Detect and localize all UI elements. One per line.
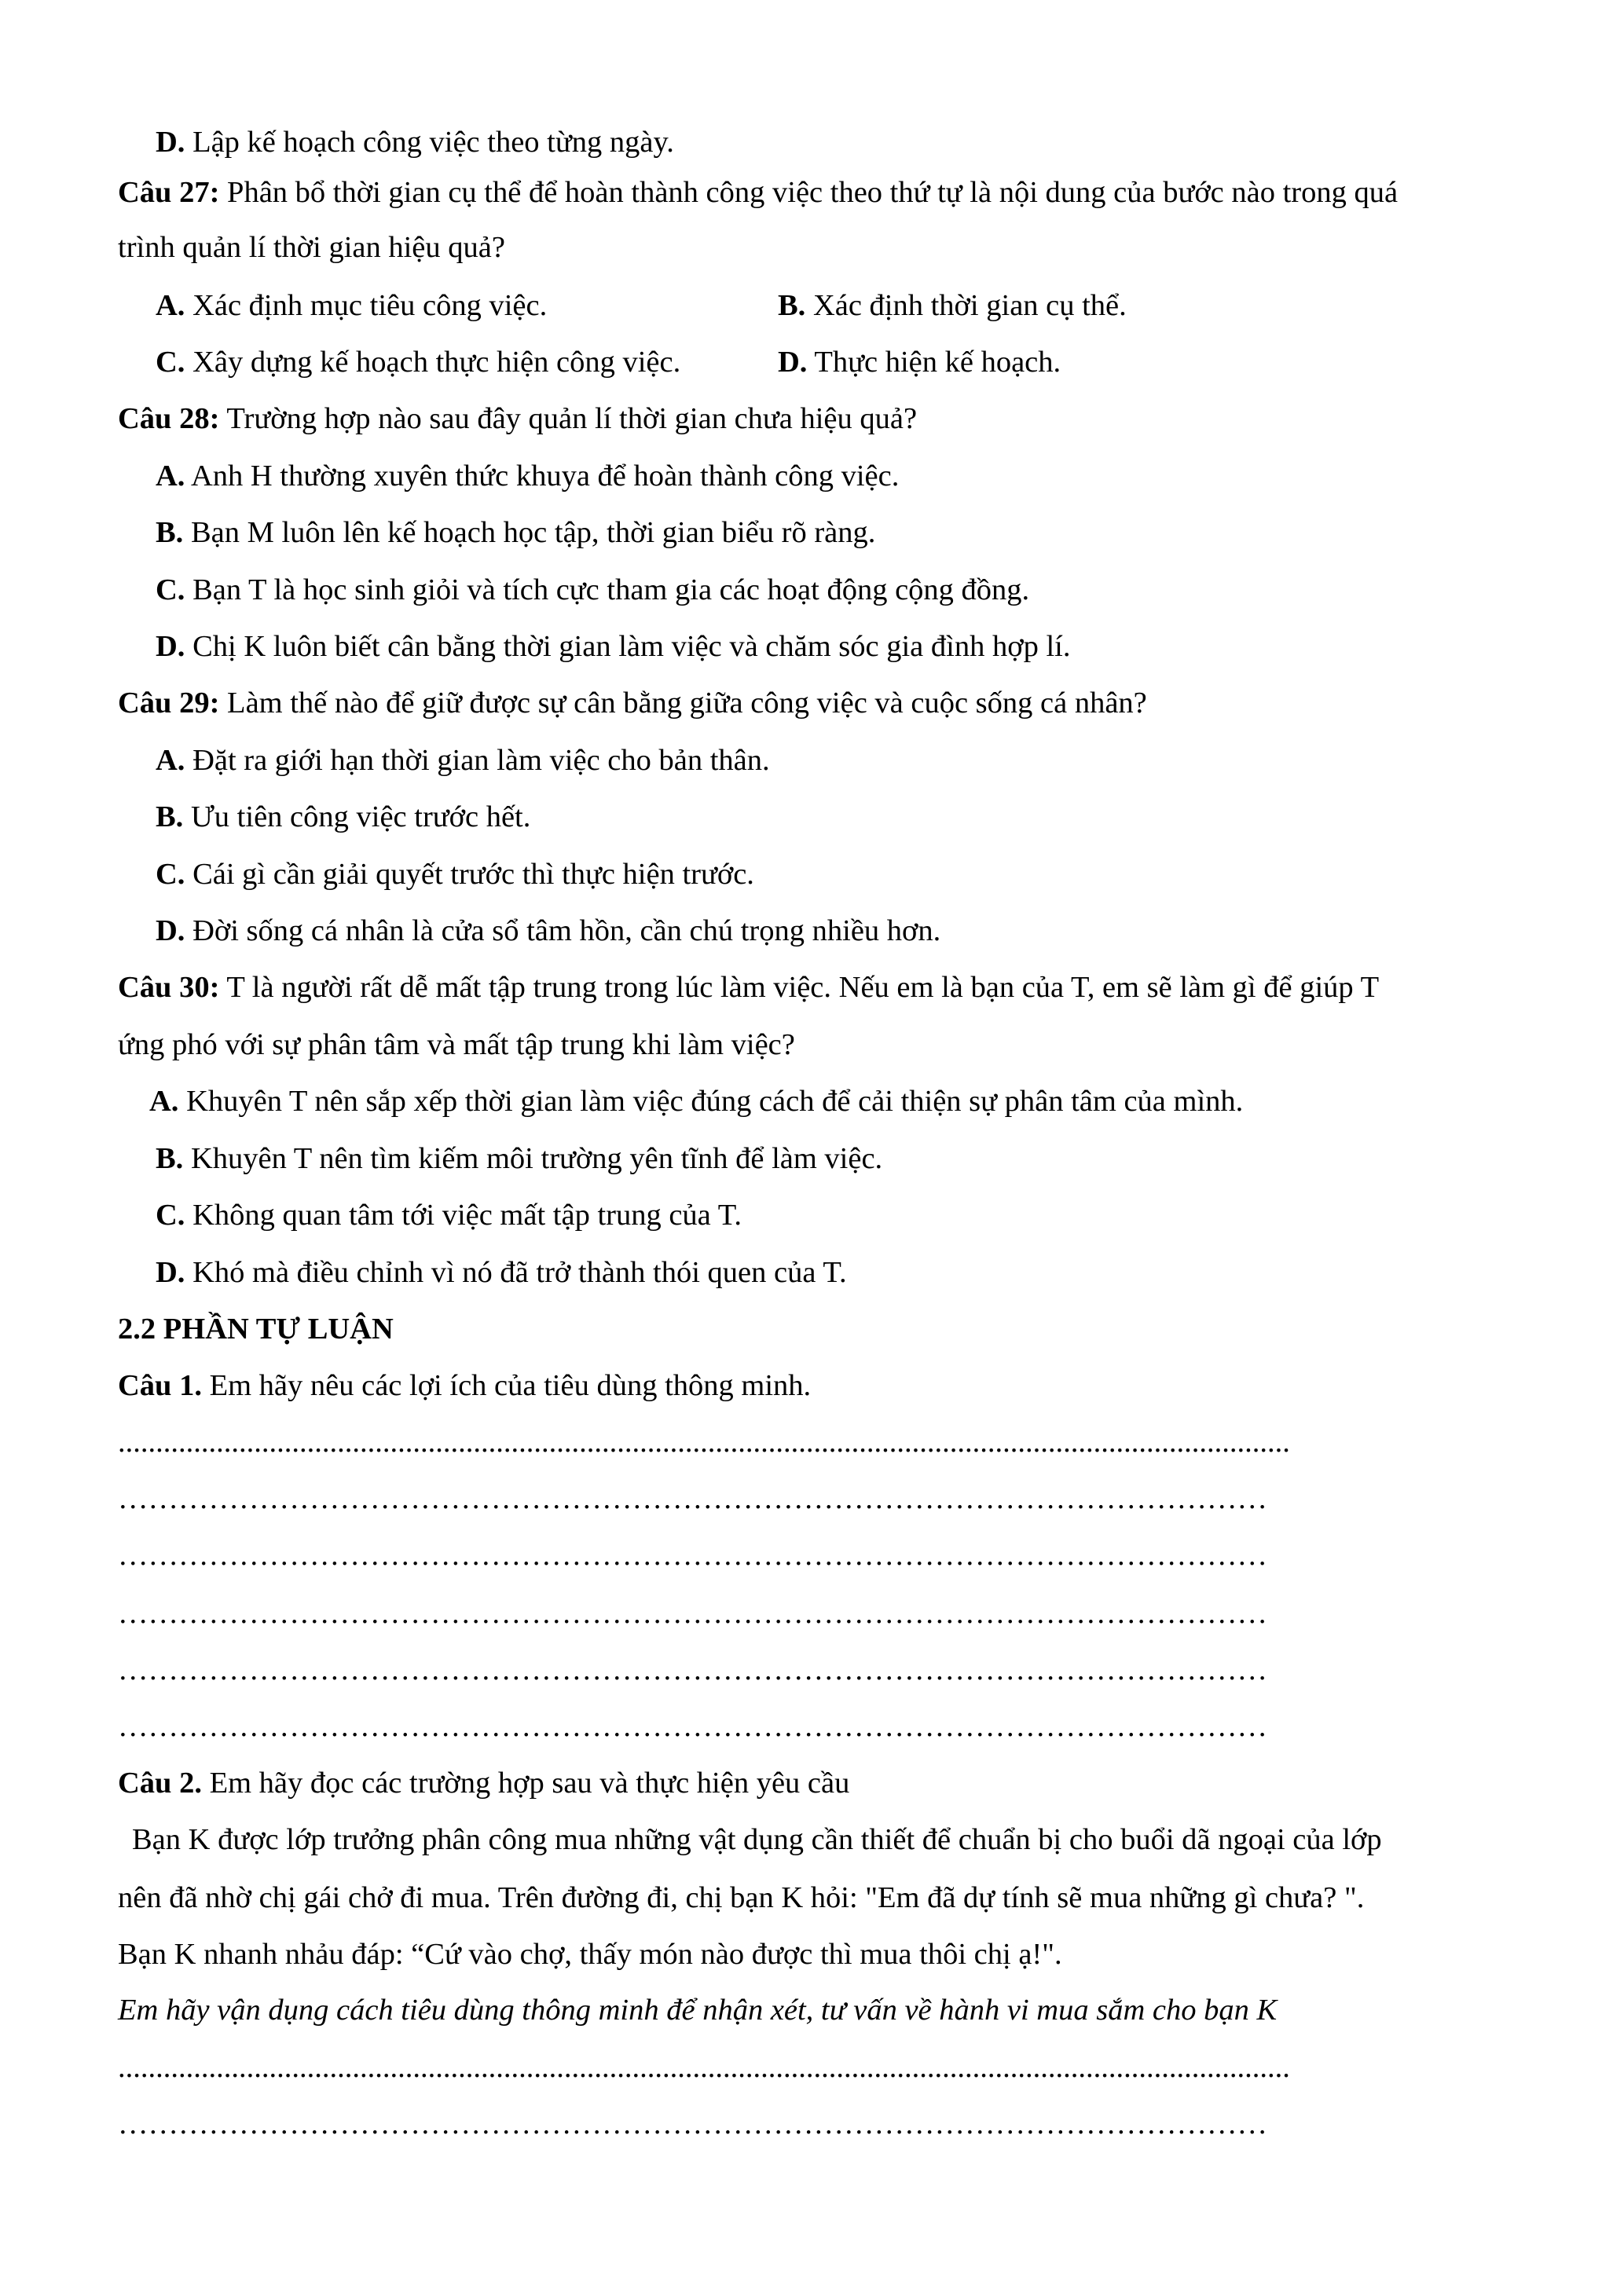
option-text: Thực hiện kế hoạch. xyxy=(814,346,1061,379)
q29-option-d xyxy=(156,912,940,950)
q30-option-a xyxy=(149,1082,1243,1120)
option-text: Xác định mục tiêu công việc. xyxy=(192,289,548,322)
answer-line[interactable]: …………………………………………………………………………………………………… xyxy=(118,1482,1267,1515)
q30-option-b xyxy=(156,1140,882,1177)
q27-option-d xyxy=(778,343,1061,381)
option-text: Chị K luôn biết cân bằng thời gian làm việc và chăm sóc gia đình hợp lí. xyxy=(192,630,1071,663)
option-label: D. xyxy=(156,1256,185,1289)
answer-line[interactable]: …………………………………………………………………………………………………… xyxy=(118,2107,1267,2140)
question-text: Làm thế nào để giữ được sự cân bằng giữa công việc và cuộc sống cá nhân? xyxy=(227,687,1147,720)
question-label: Câu 27: xyxy=(118,176,220,209)
option-label: A. xyxy=(156,744,185,777)
option-label: B. xyxy=(156,1142,184,1175)
option-text: Ưu tiên công việc trước hết. xyxy=(190,800,531,833)
essay-question-1 xyxy=(118,1367,811,1404)
question-27 xyxy=(118,174,1398,211)
q29-option-c xyxy=(156,855,754,893)
q27-option-c xyxy=(156,343,680,381)
question-text: T là người rất dễ mất tập trung trong lúc làm việc. Nếu em là bạn của T, em sẽ làm gì để giúp T xyxy=(226,971,1380,1004)
option-text: Bạn M luôn lên kế hoạch học tập, thời gian biểu rõ ràng. xyxy=(190,516,876,549)
question-label: Câu 29: xyxy=(118,687,220,720)
option-label: B. xyxy=(778,289,806,322)
option-text: Anh H thường xuyên thức khuya để hoàn thành công việc. xyxy=(190,460,900,493)
section-heading xyxy=(118,1310,394,1348)
option-label: C. xyxy=(156,346,185,379)
q27-option-a xyxy=(156,287,547,324)
section-title: 2.2 PHẦN TỰ LUẬN xyxy=(118,1313,394,1346)
option-text: Đời sống cá nhân là cửa sổ tâm hồn, cần chú trọng nhiều hơn. xyxy=(192,914,941,947)
option-label: C. xyxy=(156,858,185,891)
q28-option-a xyxy=(156,457,899,495)
q28-option-c xyxy=(156,571,1029,609)
option-text: Khuyên T nên sắp xếp thời gian làm việc đúng cách để cải thiện sự phân tâm của mình. xyxy=(186,1085,1244,1118)
q30-option-d xyxy=(156,1254,847,1291)
option-text: Xây dựng kế hoạch thực hiện công việc. xyxy=(192,346,681,379)
option-label: B. xyxy=(156,516,184,549)
q29-option-b xyxy=(156,798,530,836)
question-label: Câu 2. xyxy=(118,1767,202,1800)
option-text: Khuyên T nên tìm kiếm môi trường yên tĩnh để làm việc. xyxy=(190,1142,883,1175)
option-label: C. xyxy=(156,573,185,606)
task-instruction: Em hãy vận dụng cách tiêu dùng thông minh để nhận xét, tư vấn về hành vi mua sắm cho bạn K xyxy=(118,1994,1278,2027)
option-text: Bạn T là học sinh giỏi và tích cực tham gia các hoạt động cộng đồng. xyxy=(192,573,1030,606)
question-text: ứng phó với sự phân tâm và mất tập trung khi làm việc? xyxy=(118,1028,795,1061)
option-label: D. xyxy=(156,914,185,947)
scenario-paragraph-line-2: nên đã nhờ chị gái chở đi mua. Trên đường đi, chị bạn K hỏi: "Em đã dự tính sẽ mua những gì chưa? ". xyxy=(118,1881,1365,1914)
question-28 xyxy=(118,400,917,438)
scenario-paragraph-line-3: Bạn K nhanh nhảu đáp: “Cứ vào chợ, thấy món nào được thì mua thôi chị ạ!". xyxy=(118,1938,1062,1971)
option-label: A. xyxy=(149,1085,179,1118)
option-label: A. xyxy=(156,289,185,322)
question-text: Phân bổ thời gian cụ thể để hoàn thành công việc theo thứ tự là nội dung của bước nào trong quá xyxy=(227,176,1399,209)
question-29 xyxy=(118,684,1147,722)
q30-option-c xyxy=(156,1196,742,1234)
scenario-paragraph-line-1: Bạn K được lớp trưởng phân công mua những vật dụng cần thiết để chuẩn bị cho buổi dã ngoại của lớp xyxy=(132,1823,1382,1856)
option-text: Cái gì cần giải quyết trước thì thực hiện trước. xyxy=(192,858,754,891)
answer-line[interactable]: …………………………………………………………………………………………………… xyxy=(118,1539,1267,1572)
question-27-cont xyxy=(118,229,505,266)
q27-option-b xyxy=(778,287,1127,324)
question-label: Câu 30: xyxy=(118,971,220,1004)
q28-option-b xyxy=(156,514,875,551)
question-30 xyxy=(118,969,1379,1006)
answer-line[interactable]: …………………………………………………………………………………………………… xyxy=(118,1597,1267,1630)
answer-line[interactable]: …………………………………………………………………………………………………… xyxy=(118,1710,1267,1743)
option-label: D. xyxy=(156,630,185,663)
option-text: Xác định thời gian cụ thể. xyxy=(812,289,1127,322)
question-text: Trường hợp nào sau đây quản lí thời gian chưa hiệu quả? xyxy=(226,402,918,435)
question-text: Em hãy đọc các trường hợp sau và thực hiện yêu cầu xyxy=(209,1767,850,1800)
question-text: Em hãy nêu các lợi ích của tiêu dùng thông minh. xyxy=(209,1369,812,1402)
option-text: Không quan tâm tới việc mất tập trung của T. xyxy=(192,1199,742,1232)
essay-question-2 xyxy=(118,1764,849,1802)
q28-option-d xyxy=(156,628,1070,665)
q26-option-d xyxy=(156,123,674,161)
option-text: Đặt ra giới hạn thời gian làm việc cho bản thân. xyxy=(192,744,770,777)
q29-option-a xyxy=(156,742,770,779)
option-label: B. xyxy=(156,800,184,833)
option-label: A. xyxy=(156,460,185,493)
question-30-cont xyxy=(118,1026,795,1064)
question-label: Câu 1. xyxy=(118,1369,202,1402)
option-label: D. xyxy=(778,346,808,379)
answer-line[interactable]: …………………………………………………………………………………………………… xyxy=(118,1653,1267,1686)
option-label: C. xyxy=(156,1199,185,1232)
option-text: Lập kế hoạch công việc theo từng ngày. xyxy=(192,126,674,159)
option-text: Khó mà điều chỉnh vì nó đã trở thành thói quen của T. xyxy=(192,1256,847,1289)
question-label: Câu 28: xyxy=(118,402,220,435)
option-label: D. xyxy=(156,126,185,159)
question-text: trình quản lí thời gian hiệu quả? xyxy=(118,231,505,264)
answer-line[interactable]: ........................................................................................................................................................... xyxy=(118,1426,1290,1459)
answer-line[interactable]: ........................................................................................................................................................... xyxy=(118,2051,1290,2084)
